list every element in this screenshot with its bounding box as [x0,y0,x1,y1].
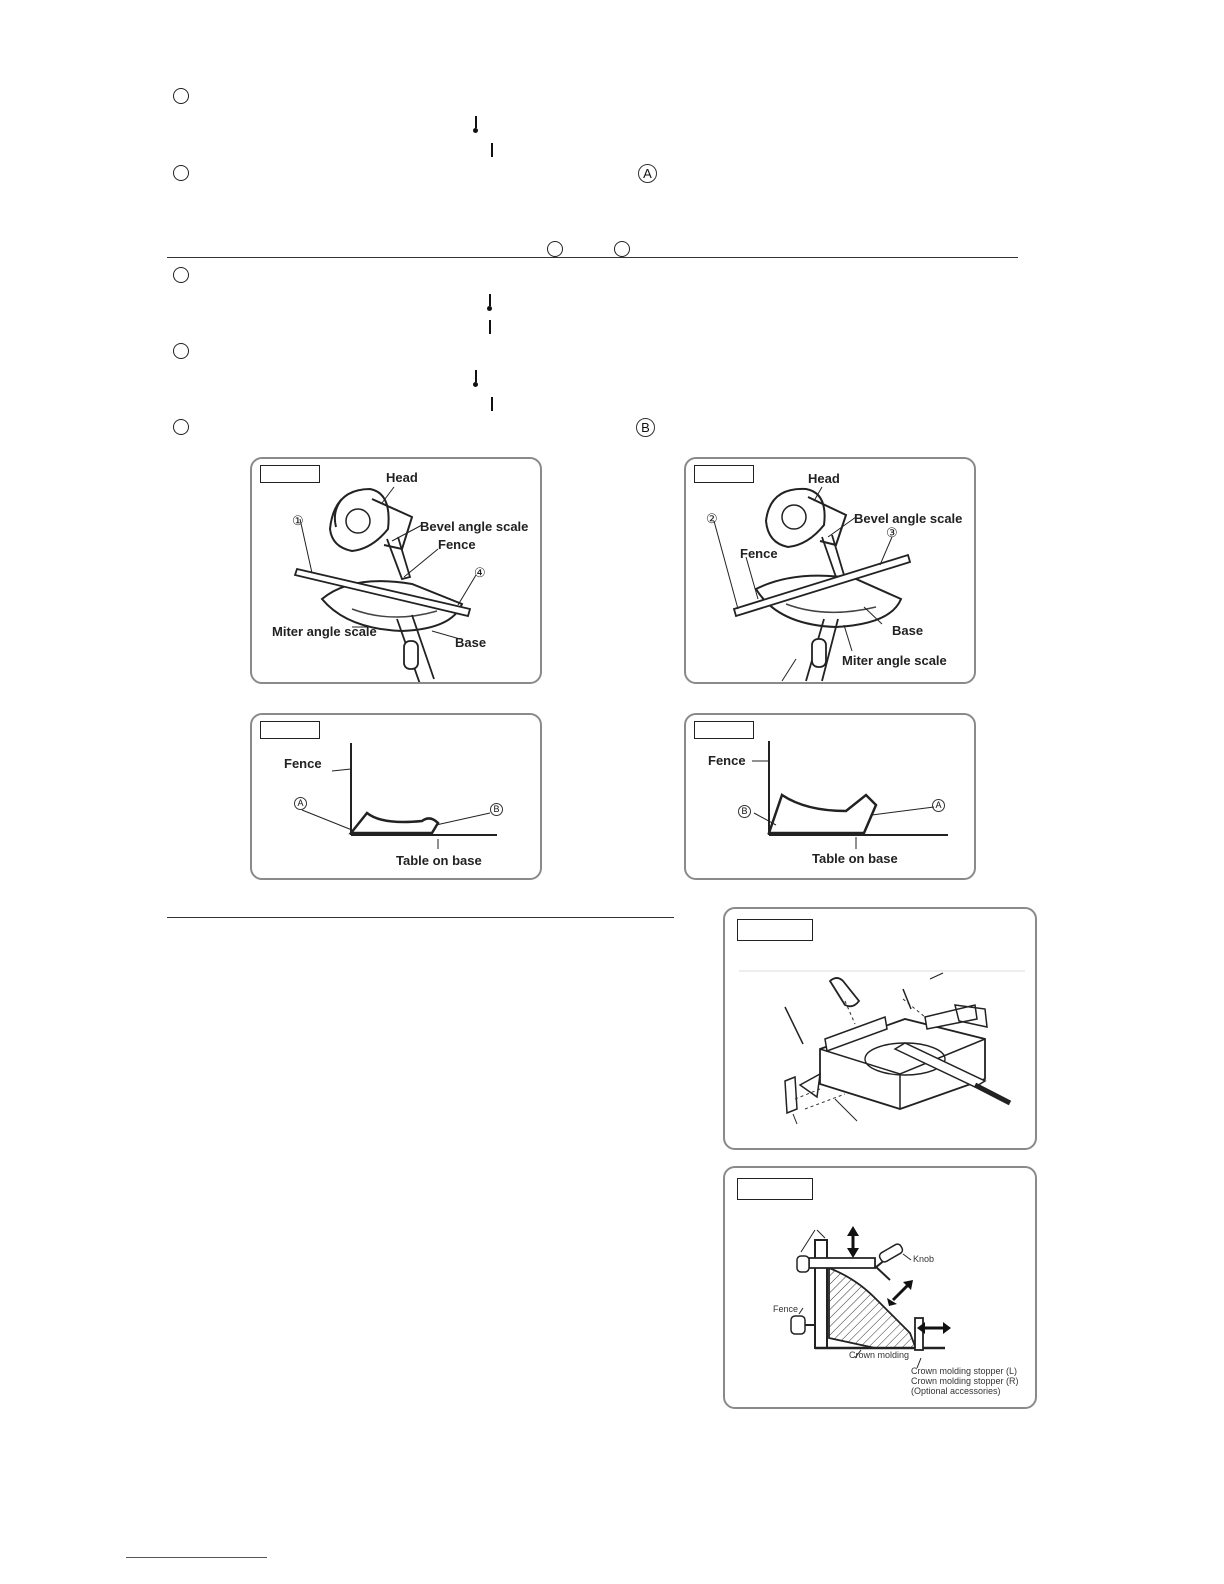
label-head: Head [386,470,418,485]
label-fence: Fence [438,537,476,552]
label-optional-accessories: (Optional accessories) [911,1386,1001,1396]
step-marker-4 [173,343,189,359]
tick-mark [475,370,477,382]
step-marker-2 [173,165,189,181]
label-number-4: ④ [474,565,486,580]
figure-crown-molding [723,1166,1037,1409]
figure-stopper-assembly [723,907,1037,1150]
circled-letter-a: A [932,799,945,812]
saw-drawing-left [252,459,542,684]
section-divider [167,917,674,918]
circled-letter-a: A [294,797,307,810]
section-divider [167,257,1018,258]
label-table-on-base: Table on base [396,853,482,868]
step-marker-1 [173,88,189,104]
bullet-dot [487,306,492,311]
tick-mark [491,397,493,411]
circled-letter-a: A [638,164,657,183]
tick-mark [489,294,491,306]
label-head: Head [808,471,840,486]
assembly-drawing [725,909,1037,1150]
label-bevel-angle-scale: Bevel angle scale [420,519,529,534]
circled-letter-b: B [738,805,751,818]
footnote-rule [126,1557,267,1558]
saw-drawing-right [686,459,976,684]
label-miter-angle-scale: Miter angle scale [272,624,377,639]
heading-circle-2 [614,241,630,257]
label-fence: Fence [740,546,778,561]
tick-mark [475,116,477,128]
label-stopper-r: Crown molding stopper (R) [911,1376,1019,1386]
circled-letter-b: B [490,803,503,816]
figure-profile-right [684,713,976,880]
bullet-dot [473,128,478,133]
label-knob: Knob [913,1254,935,1264]
tick-mark [489,320,491,334]
bullet-dot [473,382,478,387]
step-marker-3 [173,267,189,283]
label-fence: Fence [708,753,746,768]
label-base: Base [892,623,924,638]
figure-profile-left [250,713,542,880]
label-table-on-base: Table on base [812,851,898,866]
label-fence: Fence [284,756,322,771]
label-fence: Fence [773,1304,799,1314]
step-marker-5 [173,419,189,435]
heading-circle-1 [547,241,563,257]
label-bevel-angle-scale: Bevel angle scale [854,511,963,526]
label-number-2: ② [706,511,718,526]
tick-mark [491,143,493,157]
label-base: Base [455,635,487,650]
label-crown-molding: Crown molding [849,1350,910,1360]
label-number-1: ① [292,513,304,528]
label-stopper-l: Crown molding stopper (L) [911,1366,1018,1376]
label-number-3: ③ [886,525,898,540]
figure-saw-right [684,457,976,684]
figure-saw-left [250,457,542,684]
label-miter-angle-scale: Miter angle scale [842,653,947,668]
circled-letter-b: B [636,418,655,437]
